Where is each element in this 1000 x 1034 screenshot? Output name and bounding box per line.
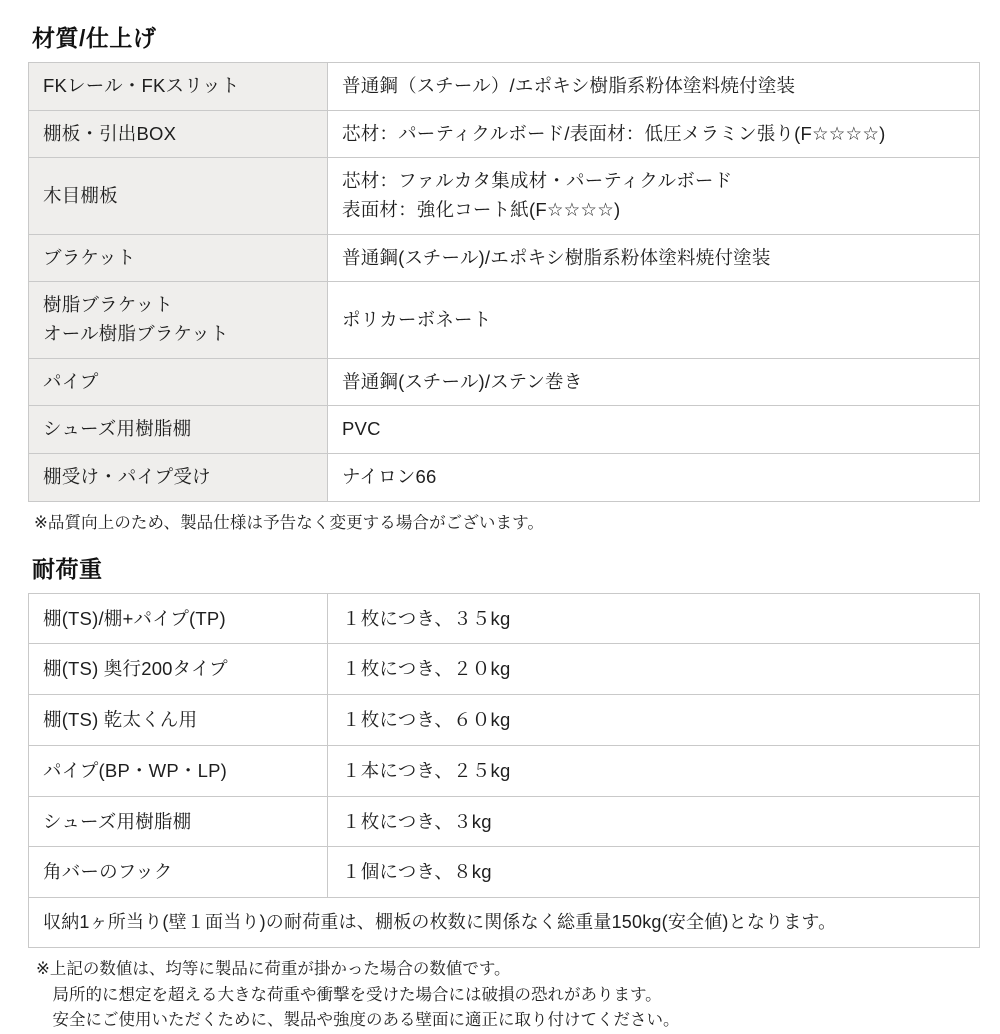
load-label: シューズ用樹脂棚 <box>29 796 328 847</box>
material-label: ブラケット <box>29 234 328 282</box>
materials-note: ※品質向上のため、製品仕様は予告なく変更する場合がございます。 <box>34 513 544 532</box>
materials-section-title: 材質/仕上げ <box>32 25 157 51</box>
load-table <box>28 593 980 949</box>
table-row <box>29 282 980 358</box>
material-label: 木目棚板 <box>29 158 328 234</box>
footnote-line-1: ※上記の数値は、均等に製品に荷重が掛かった場合の数値です。 <box>36 960 511 979</box>
material-label <box>29 282 328 358</box>
material-label: 棚受け・パイプ受け <box>29 454 328 502</box>
footnote-line-3: 安全にご使用いただくために、製品や強度のある壁面に適正に取り付けてください。 <box>36 1011 680 1030</box>
material-label: シューズ用樹脂棚 <box>29 406 328 454</box>
load-value: １枚につき、３５kg <box>328 593 980 644</box>
material-value <box>328 158 980 234</box>
load-summary: 収納1ヶ所当り(壁１面当り)の耐荷重は、棚板の枚数に関係なく総重量150kg(安全値)となります。 <box>29 898 980 948</box>
material-label-line-2: オール樹脂ブラケット <box>43 323 229 345</box>
load-value: １本につき、２５kg <box>328 745 980 796</box>
table-row <box>29 158 980 234</box>
load-value: １個につき、８kg <box>328 847 980 898</box>
load-label: パイプ(BP・WP・LP) <box>29 745 328 796</box>
load-value: １枚につき、６０kg <box>328 695 980 746</box>
material-value: ナイロン66 <box>328 454 980 502</box>
material-value: 普通鋼(スチール)/エポキシ樹脂系粉体塗料焼付塗装 <box>328 234 980 282</box>
footnote-line-2: 局所的に想定を超える大きな荷重や衝撃を受けた場合には破損の恐れがあります。 <box>36 985 662 1004</box>
load-label: 棚(TS)/棚+パイプ(TP) <box>29 593 328 644</box>
table-row <box>29 644 980 695</box>
material-label: FKレール・FKスリット <box>29 63 328 111</box>
material-value: PVC <box>328 406 980 454</box>
table-row <box>29 63 980 111</box>
table-row <box>29 847 980 898</box>
load-label: 棚(TS) 奥行200タイプ <box>29 644 328 695</box>
load-footnotes <box>36 957 978 1034</box>
table-row <box>29 745 980 796</box>
material-value-line-1: 芯材：ファルカタ集成材・パーティクルボード <box>342 170 733 192</box>
material-value: 普通鋼（スチール）/エポキシ樹脂系粉体塗料焼付塗装 <box>328 63 980 111</box>
table-row <box>29 358 980 406</box>
materials-table <box>28 62 980 502</box>
table-row <box>29 593 980 644</box>
table-row <box>29 695 980 746</box>
load-label: 棚(TS) 乾太くん用 <box>29 695 328 746</box>
table-row-summary <box>29 898 980 948</box>
table-row <box>29 406 980 454</box>
material-value-line-2: 表面材：強化コート紙(F☆☆☆☆) <box>342 199 621 221</box>
load-value: １枚につき、２０kg <box>328 644 980 695</box>
table-row <box>29 454 980 502</box>
material-label-line-1: 樹脂ブラケット <box>43 294 173 316</box>
material-value: 普通鋼(スチール)/ステン巻き <box>328 358 980 406</box>
table-row <box>29 110 980 158</box>
material-label: パイプ <box>29 358 328 406</box>
table-row <box>29 796 980 847</box>
load-label: 角バーのフック <box>29 847 328 898</box>
material-label: 棚板・引出BOX <box>29 110 328 158</box>
material-value: ポリカーボネート <box>328 282 980 358</box>
material-value: 芯材：パーティクルボード/表面材：低圧メラミン張り(F☆☆☆☆) <box>328 110 980 158</box>
table-row <box>29 234 980 282</box>
load-value: １枚につき、３kg <box>328 796 980 847</box>
load-section-title: 耐荷重 <box>32 555 103 582</box>
